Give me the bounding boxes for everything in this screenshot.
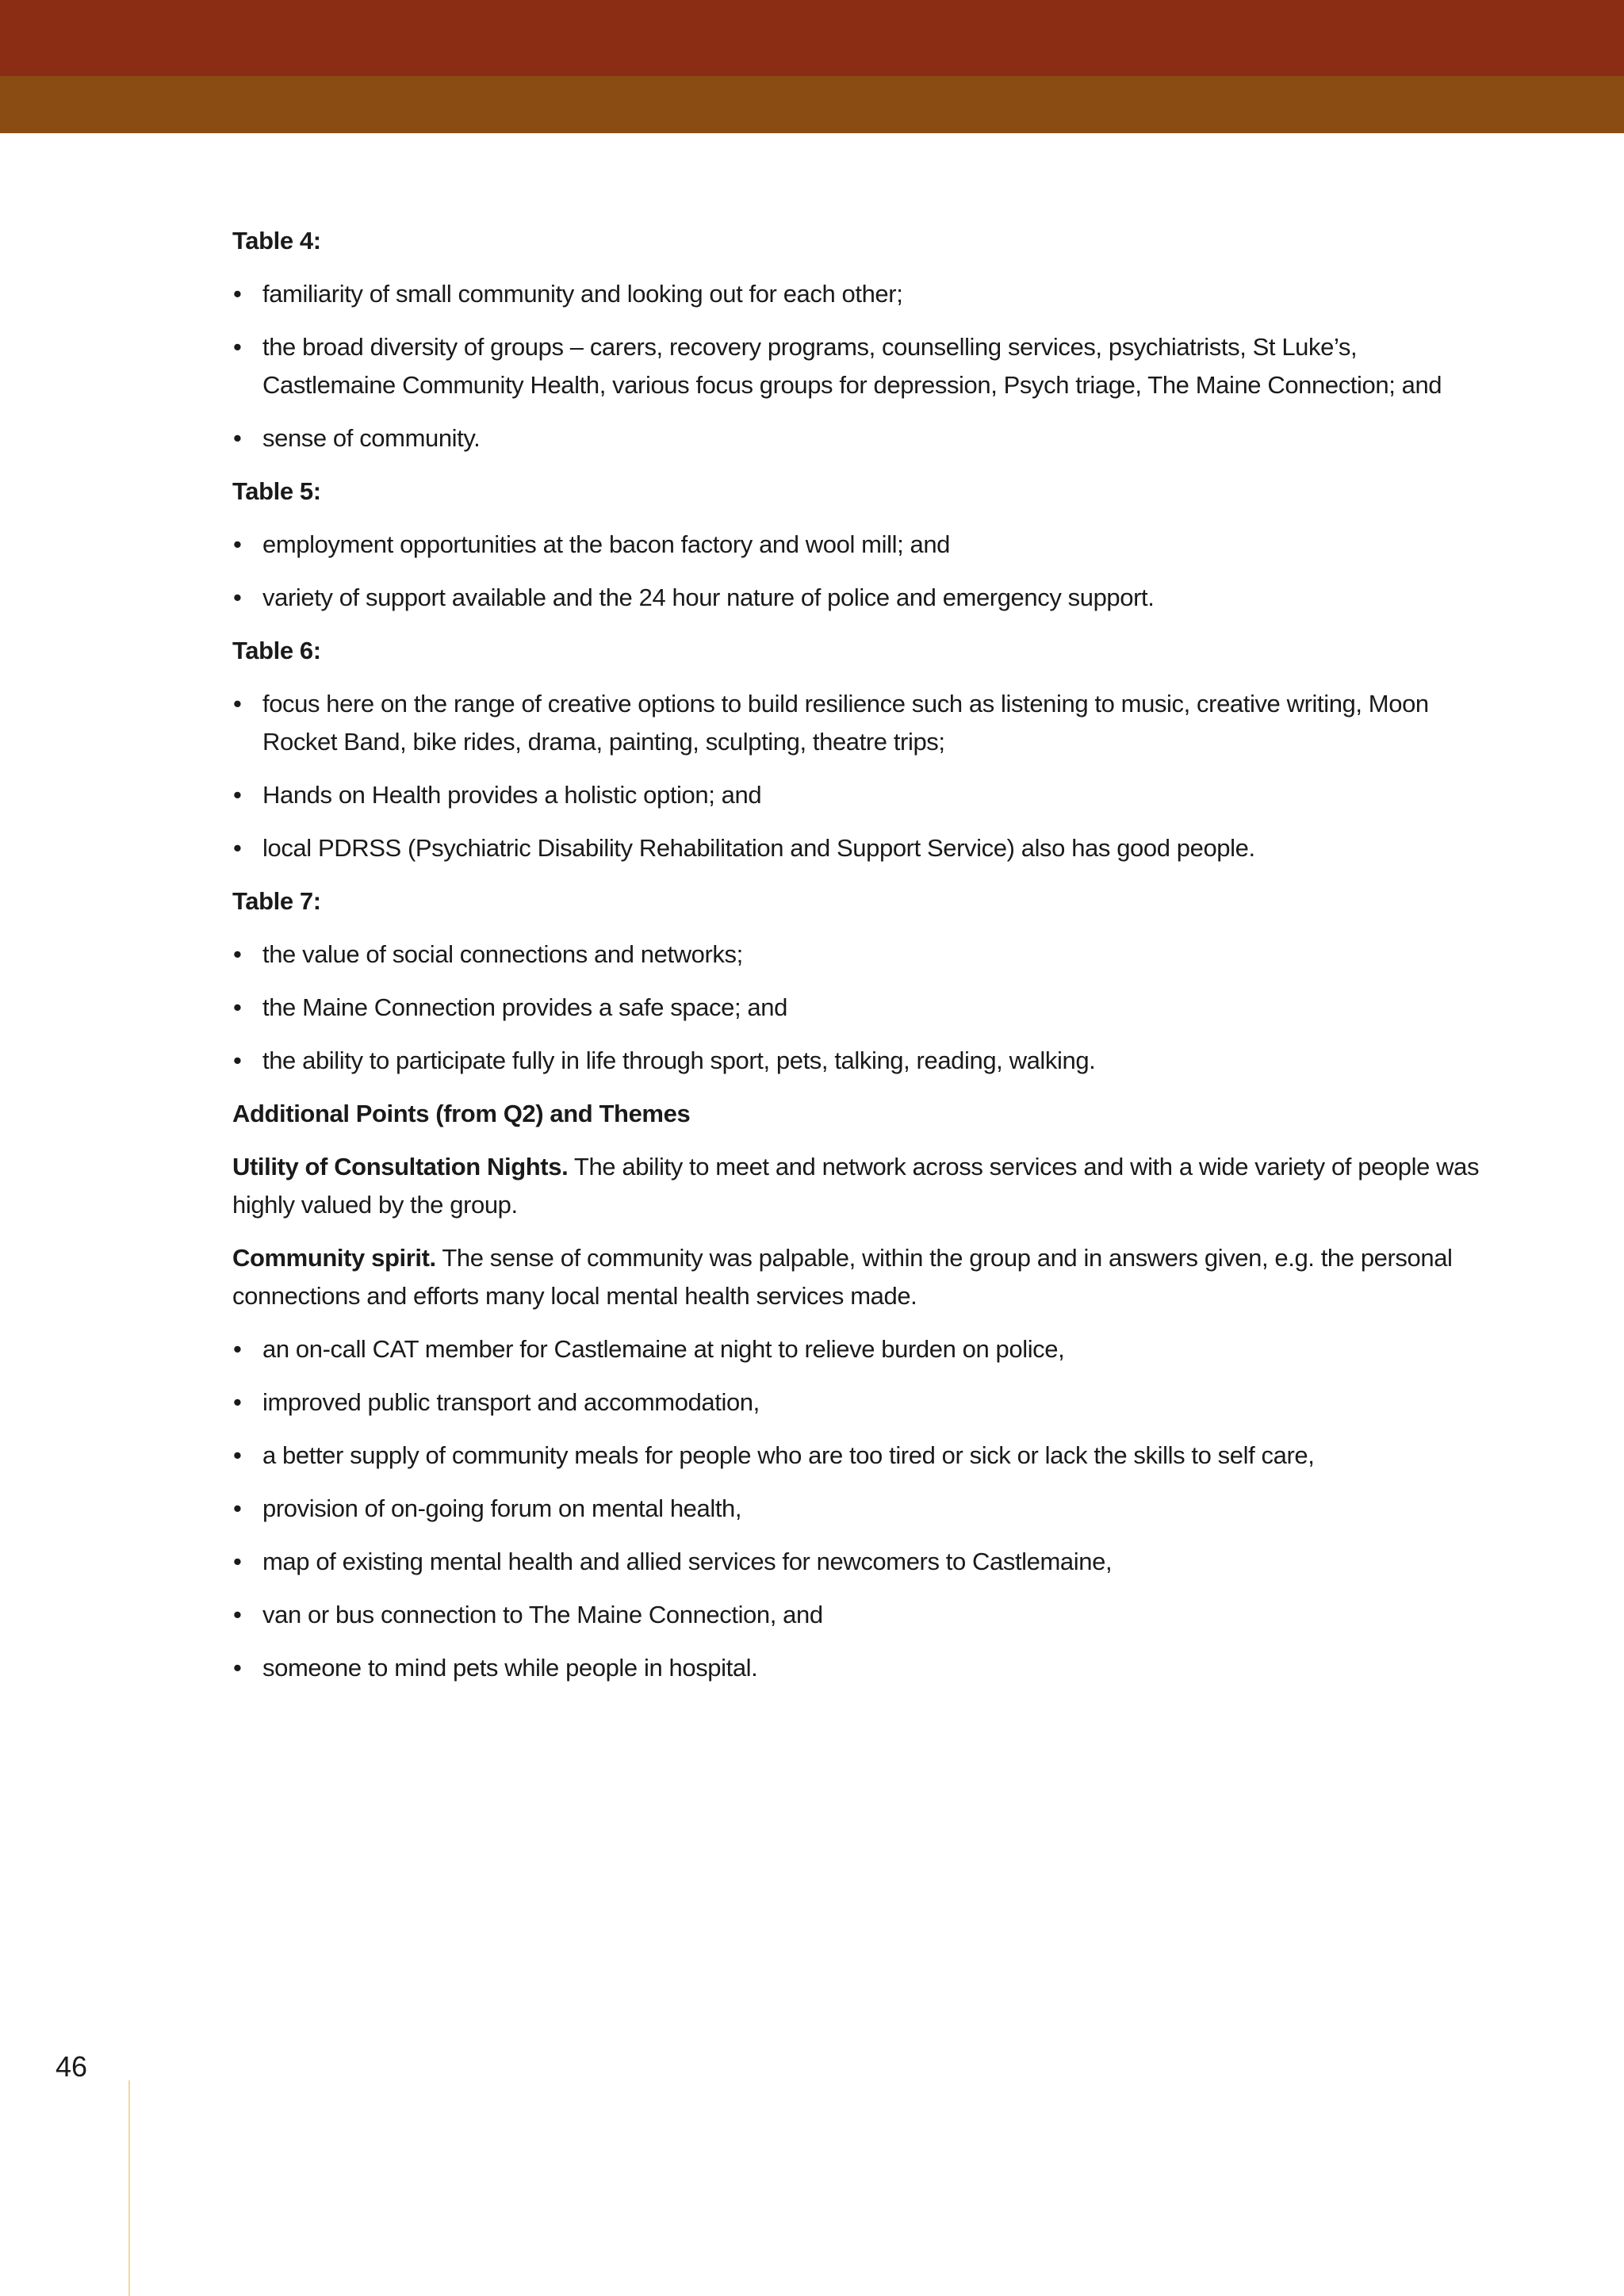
list-item: • someone to mind pets while people in hospital. (232, 1649, 1485, 1687)
list-item: • local PDRSS (Psychiatric Disability Rehabilitation and Support Service) also has good people. (232, 829, 1485, 867)
section-table-4 (232, 222, 1485, 457)
page-content (232, 222, 1485, 1702)
community-spirit-text: The sense of community was palpable, within the group and in answers given, e.g. the personal connections and efforts many local mental health services made. (232, 1244, 1453, 1310)
list-item: • provision of on-going forum on mental health, (232, 1490, 1485, 1528)
bullet-list (232, 936, 1485, 1080)
community-spirit-label: Community spirit. (232, 1244, 436, 1272)
utility-label: Utility of Consultation Nights. (232, 1153, 569, 1181)
header-band-light (0, 76, 1624, 133)
section-table-5 (232, 473, 1485, 617)
list-item: • the broad diversity of groups – carers, recovery programs, counselling services, psychiatrists, St Luke’s, Castlemaine Community Health, various focus groups for depression, Psych triage, The Maine Connection; and (232, 328, 1485, 404)
bullet-list (232, 685, 1485, 867)
list-item: • map of existing mental health and allied services for newcomers to Castlemaine, (232, 1543, 1485, 1581)
section-heading: Table 4: (232, 227, 321, 254)
section-heading: Table 7: (232, 887, 321, 915)
list-item: • Hands on Health provides a holistic option; and (232, 776, 1485, 814)
list-item: • focus here on the range of creative options to build resilience such as listening to music, creative writing, Moon Rocket Band, bike rides, drama, painting, sculpting, theatre trips; (232, 685, 1485, 761)
bullet-list (232, 526, 1485, 617)
list-item: • familiarity of small community and looking out for each other; (232, 275, 1485, 313)
list-item: • the ability to participate fully in life through sport, pets, talking, reading, walking. (232, 1042, 1485, 1080)
list-item: • van or bus connection to The Maine Connection, and (232, 1596, 1485, 1634)
margin-rule (128, 2080, 130, 2296)
bullet-list (232, 1330, 1485, 1687)
section-table-6 (232, 632, 1485, 867)
community-spirit-paragraph (232, 1239, 1485, 1315)
list-item: • the Maine Connection provides a safe space; and (232, 989, 1485, 1027)
section-table-7 (232, 882, 1485, 1080)
section-heading: Additional Points (from Q2) and Themes (232, 1100, 691, 1127)
list-item: • sense of community. (232, 419, 1485, 457)
list-item: • variety of support available and the 24 hour nature of police and emergency support. (232, 579, 1485, 617)
list-item: • a better supply of community meals for people who are too tired or sick or lack the skills to self care, (232, 1437, 1485, 1475)
section-heading: Table 6: (232, 637, 321, 664)
section-additional-points (232, 1095, 1485, 1687)
section-heading: Table 5: (232, 477, 321, 505)
bullet-list (232, 275, 1485, 457)
utility-text: The ability to meet and network across services and with a wide variety of people was highly valued by the group. (232, 1153, 1480, 1219)
list-item: • improved public transport and accommodation, (232, 1383, 1485, 1422)
page-number: 46 (56, 2050, 88, 2083)
utility-paragraph (232, 1148, 1485, 1224)
list-item: • an on-call CAT member for Castlemaine at night to relieve burden on police, (232, 1330, 1485, 1368)
list-item: • employment opportunities at the bacon factory and wool mill; and (232, 526, 1485, 564)
list-item: • the value of social connections and networks; (232, 936, 1485, 974)
header-band-dark (0, 0, 1624, 76)
